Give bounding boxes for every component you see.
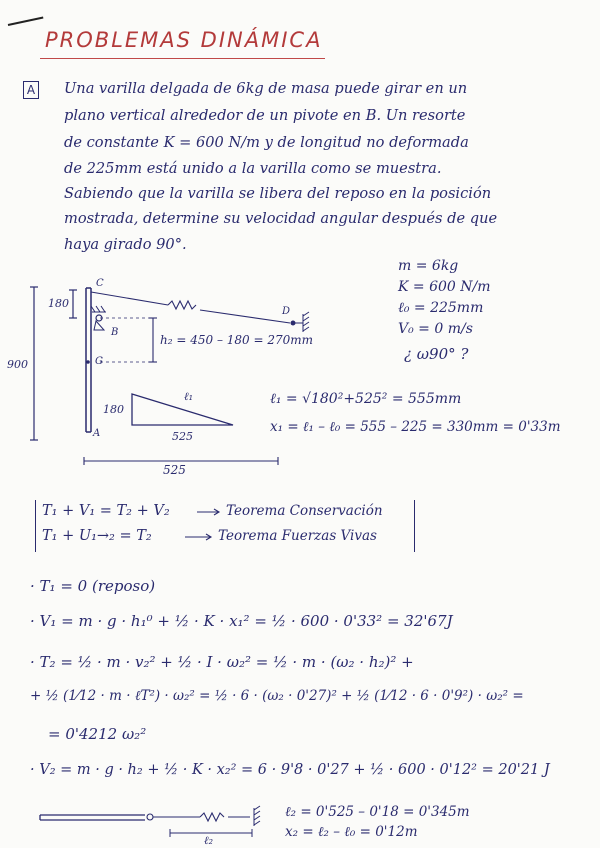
problem-line-2: plano vertical alrededor de un pivote en B. Un resorte (64, 107, 466, 124)
label-point-b: B (111, 327, 119, 338)
step-t1: · T₁ = 0 (reposo) (30, 577, 156, 595)
l1-calculation: ℓ₁ = √180²+525² = 555mm (270, 391, 462, 407)
page-title: PROBLEMAS DINÁMICA (45, 28, 323, 52)
given-v0: V₀ = 0 m/s (398, 321, 473, 337)
triangle-525-label: 525 (172, 430, 193, 443)
triangle-180-label: 180 (103, 403, 124, 416)
final-l2: ℓ₂ = 0'525 – 0'18 = 0'345m (285, 804, 470, 820)
theorem-2-equation: T₁ + U₁→₂ = T₂ (42, 528, 152, 544)
label-point-g: G (95, 356, 103, 367)
problem-number: A (23, 81, 39, 99)
theorem-1-equation: T₁ + V₁ = T₂ + V₂ (42, 503, 170, 519)
given-l0: ℓ₀ = 225mm (398, 300, 484, 316)
problem-line-4: de 225mm está unido a la varilla como se muestra. (64, 160, 442, 177)
bottom-525-label: 525 (163, 463, 186, 477)
given-k: K = 600 N/m (398, 279, 491, 295)
label-point-a: A (93, 428, 101, 439)
given-mass: m = 6kg (398, 258, 459, 274)
problem-line-6: mostrada, determine su velocidad angular después de que (64, 210, 498, 227)
bottom-l2-label: ℓ₂ (204, 834, 213, 847)
dim-180-label: 180 (48, 297, 69, 310)
label-point-d: D (282, 306, 291, 317)
triangle-l1-label: ℓ₁ (184, 390, 193, 403)
theorem-2-name: Teorema Fuerzas Vivas (218, 528, 377, 544)
problem-line-7: haya girado 90°. (64, 236, 187, 253)
step-t2-line-1: · T₂ = ½ · m · v₂² + ½ · I · ω₂² = ½ · m · (ω₂ · h₂)² + (30, 653, 414, 671)
step-t2-result: = 0'4212 ω₂² (48, 725, 147, 743)
problem-line-1: Una varilla delgada de 6kg de masa puede girar en un (64, 80, 468, 97)
dim-900-label: 900 (7, 358, 28, 371)
step-t2-line-2: + ½ (1⁄12 · m · ℓT²) · ω₂² = ½ · 6 · (ω₂ · 0'27)² + ½ (1⁄12 · 6 · 0'9²) · ω₂² = (30, 688, 524, 704)
step-v1: · V₁ = m · g · h₁⁰ + ½ · K · x₁² = ½ · 600 · 0'33² = 32'67J (30, 612, 453, 630)
problem-line-3: de constante K = 600 N/m y de longitud no deformada (64, 134, 469, 151)
x1-calculation: x₁ = ℓ₁ – ℓ₀ = 555 – 225 = 330mm = 0'33m (270, 419, 561, 435)
problem-line-5: Sabiendo que la varilla se libera del reposo en la posición (64, 185, 492, 202)
final-x2: x₂ = ℓ₂ – ℓ₀ = 0'12m (285, 824, 418, 840)
label-point-c: C (96, 278, 104, 289)
theorem-1-name: Teorema Conservación (226, 503, 383, 519)
h2-label: h₂ = 450 – 180 = 270mm (160, 333, 314, 347)
given-question: ¿ ω90° ? (404, 345, 469, 363)
step-v2: · V₂ = m · g · h₂ + ½ · K · x₂² = 6 · 9'8 · 0'27 + ½ · 600 · 0'12² = 20'21 J (30, 762, 550, 778)
